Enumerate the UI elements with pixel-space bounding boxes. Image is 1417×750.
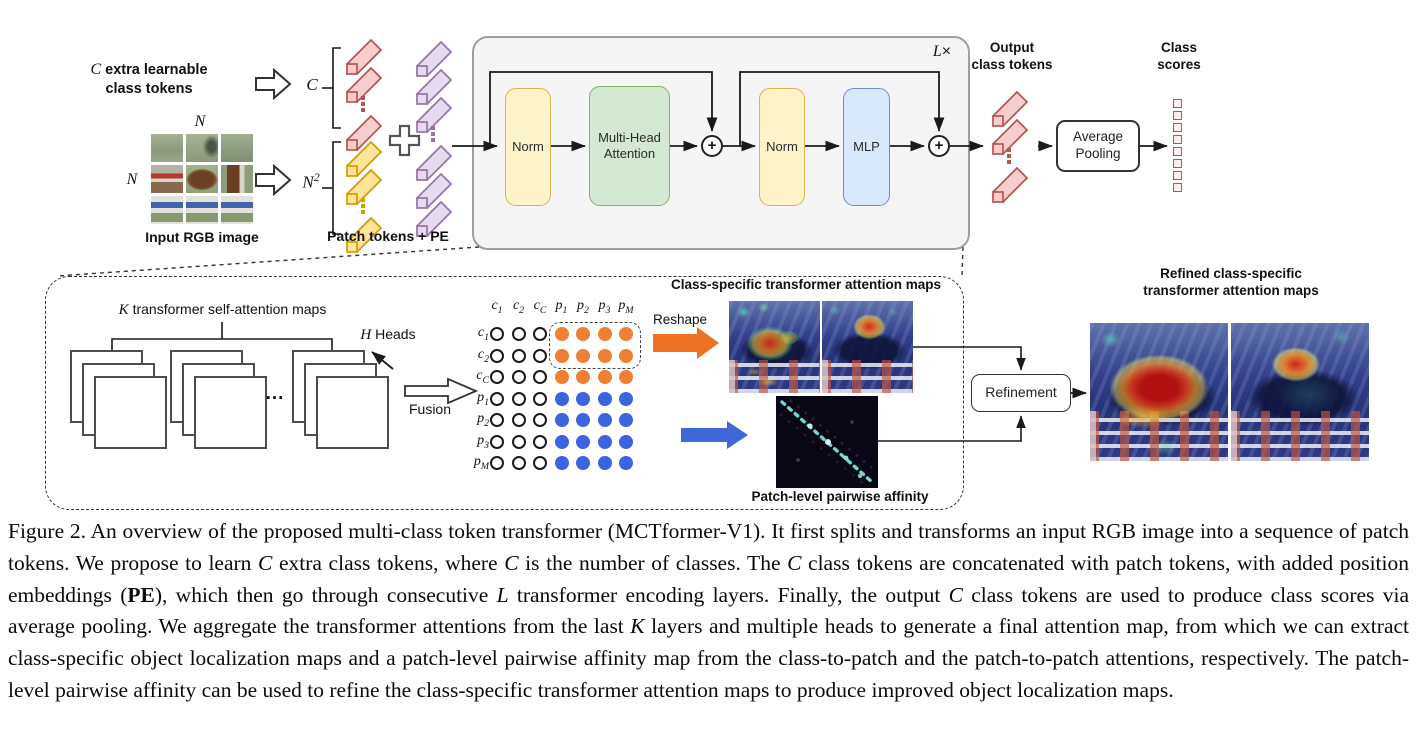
patch-to-patch-cell (576, 456, 590, 470)
attention-cell-hollow (512, 370, 526, 384)
matrix-label: $p_M$ (473, 454, 489, 472)
position-embedding-token-stack (414, 38, 458, 240)
patch-to-patch-cell (576, 435, 590, 449)
class-score-square (1173, 171, 1182, 180)
fusion-label: Fusion (408, 401, 452, 417)
class-score-square (1173, 135, 1182, 144)
norm-block-1: Norm (505, 88, 551, 206)
attention-cell-hollow (490, 392, 504, 406)
n-top-label: N (194, 113, 206, 130)
n-left-label: N (126, 171, 138, 188)
caption-math-segment: K (630, 614, 645, 639)
attention-cell-hollow (533, 392, 547, 406)
stacks-ellipsis: ... (265, 383, 285, 404)
patch-tokens-label: Patch tokens + PE (327, 228, 449, 244)
class-score-square (1173, 111, 1182, 120)
caption-text-segment: layers and multiple heads to generate a final attention map, from which we can extract class-specific object localization maps and a patch-level pairwise affinity map from the class-to-patch and the patch-to-patch attentions, respectively. The patch-level pairwise affinity can be used to refine the class-specific transformer attention maps to produce improved object localization maps. (8, 614, 1410, 702)
matrix-label: $c_C$ (476, 368, 489, 386)
caption-text-segment: ), which then go through consecutive (154, 582, 497, 607)
token-bar (344, 64, 386, 106)
caption-text-segment: is the number of classes. The (518, 550, 788, 575)
multi-head-attention-block: Multi-Head Attention (589, 86, 670, 206)
token-bar (990, 116, 1032, 158)
attention-cell-hollow (512, 456, 526, 470)
matrix-label: $c_2$ (477, 346, 489, 365)
class-to-patch-cell (576, 370, 590, 384)
caption-text-segment: extra class tokens, where (272, 550, 505, 575)
input-rgb-image (151, 134, 253, 224)
output-class-tokens-label: Output class tokens (971, 40, 1053, 72)
attention-cell-hollow (512, 349, 526, 363)
matrix-label: $c_1$ (477, 325, 489, 343)
attention-cell-hollow (490, 413, 504, 427)
refined-attention-map-1 (1090, 323, 1228, 461)
block-arrow-image (256, 166, 290, 194)
class-score-square (1173, 99, 1182, 108)
caption-text-segment: transformer encoding layers. Finally, the output (508, 582, 949, 607)
image-patch (221, 134, 253, 162)
class-scores-label: Class scores (1157, 40, 1201, 72)
patch-to-patch-cell (555, 413, 569, 427)
patch-to-patch-cell (576, 413, 590, 427)
residual-add-2: + (928, 135, 950, 157)
matrix-label: $p_2$ (577, 298, 589, 316)
attention-cell-hollow (533, 413, 547, 427)
attention-cell-hollow (490, 435, 504, 449)
patch-affinity-map (776, 396, 878, 488)
average-pooling-block: Average Pooling (1056, 120, 1140, 172)
patch-to-patch-cell (598, 435, 612, 449)
c-count-label: C (306, 75, 318, 94)
attention-map-sheet (194, 376, 267, 449)
h-heads-label: H Heads (360, 326, 416, 343)
attention-cell-hollow (533, 456, 547, 470)
class-to-patch-selection (549, 322, 641, 369)
matrix-label: $p_3$ (477, 432, 489, 451)
class-to-patch-cell (619, 370, 633, 384)
patch-to-patch-cell (555, 392, 569, 406)
image-patch (151, 165, 183, 193)
attention-cell-hollow (512, 413, 526, 427)
class-score-square (1173, 147, 1182, 156)
matrix-label: $p_3$ (598, 298, 611, 316)
matrix-label: $p_1$ (555, 298, 568, 316)
token-bar (344, 166, 386, 208)
class-to-patch-cell (555, 370, 569, 384)
caption-math-segment: L (496, 582, 509, 607)
class-to-patch-cell (598, 370, 612, 384)
n-squared-label: $N^2$ (302, 170, 320, 192)
caption-text-segment: Figure 2. An overview of the proposed multi-class token transformer (MCTformer-V1). It first splits and transforms an input RGB image into a sequence of patch tokens. We propose to learn (8, 519, 1409, 575)
k-attention-maps-label: K transformer self-attention maps (118, 301, 327, 318)
image-patch (186, 134, 218, 162)
affinity-label: Patch-level pairwise affinity (751, 489, 929, 504)
class-attention-map-1 (729, 301, 820, 393)
caption-math-segment: C (787, 550, 802, 575)
matrix-label: $c_2$ (512, 298, 525, 316)
affinity-arrow (681, 421, 748, 449)
image-patch (186, 196, 218, 224)
input-image-label: Input RGB image (145, 229, 259, 245)
image-patch (221, 165, 253, 193)
token-ellipsis-dots (431, 126, 435, 142)
output-class-token-stack (990, 88, 1034, 206)
layer-count-label: L× (932, 43, 952, 60)
patch-to-patch-cell (576, 392, 590, 406)
patch-to-patch-cell (598, 413, 612, 427)
patch-to-patch-cell (555, 456, 569, 470)
attention-map-sheet (316, 376, 389, 449)
attention-cell-hollow (533, 370, 547, 384)
token-ellipsis-dots (361, 198, 365, 214)
token-ellipsis-dots (361, 96, 365, 112)
attention-cell-hollow (533, 327, 547, 341)
refinement-block: Refinement (971, 374, 1071, 412)
norm-block-2: Norm (759, 88, 805, 206)
caption-b-segment: PE (127, 582, 155, 607)
block-arrow-class-tokens (256, 70, 290, 98)
caption-text-segment: class tokens are used to produce class scores via average pooling. We aggregate the transformer attentions from the last (8, 582, 1409, 639)
attention-cell-hollow (490, 456, 504, 470)
refined-maps-title: Refined class-specific transformer attention maps (1143, 266, 1319, 298)
image-patch (221, 196, 253, 224)
attention-cell-hollow (490, 327, 504, 341)
matrix-label: $p_1$ (477, 389, 489, 408)
class-score-squares (1173, 99, 1182, 192)
matrix-label: $c_1$ (491, 298, 503, 316)
mlp-block: MLP (843, 88, 890, 206)
class-attention-map-2 (822, 301, 913, 393)
reshape-label: Reshape (652, 312, 708, 327)
class-score-square (1173, 159, 1182, 168)
attention-cell-hollow (490, 349, 504, 363)
class-tokens-annotation: C extra learnable class tokens (90, 61, 208, 97)
patch-to-patch-cell (598, 392, 612, 406)
matrix-label: $p_M$ (618, 298, 634, 316)
token-bar (414, 94, 456, 136)
matrix-label: $c_C$ (533, 298, 547, 316)
caption-text-segment: class tokens are concatenated with patch tokens, with added position embeddings ( (8, 550, 1410, 607)
attention-cell-hollow (512, 327, 526, 341)
reshape-arrow (653, 327, 719, 359)
caption-math-segment: C (504, 550, 519, 575)
patch-to-patch-cell (619, 456, 633, 470)
attention-cell-hollow (533, 435, 547, 449)
patch-to-patch-cell (598, 456, 612, 470)
image-patch (151, 134, 183, 162)
image-patch (151, 196, 183, 224)
attention-cell-hollow (533, 349, 547, 363)
caption-math-segment: C (948, 582, 963, 607)
patch-token-bracket (333, 142, 341, 234)
attention-map-sheet (94, 376, 167, 449)
attention-matrix (457, 296, 652, 486)
attention-cell-hollow (512, 392, 526, 406)
caption-math-segment: C (258, 550, 273, 575)
class-score-square (1173, 183, 1182, 192)
image-patch (186, 165, 218, 193)
patch-to-patch-cell (619, 435, 633, 449)
class-token-bracket (333, 48, 341, 128)
figure-caption (8, 516, 1409, 707)
patch-to-patch-cell (555, 435, 569, 449)
residual-add-1: + (701, 135, 723, 157)
token-bar (990, 164, 1032, 206)
refined-attention-map-2 (1231, 323, 1369, 461)
attention-cell-hollow (490, 370, 504, 384)
patch-to-patch-cell (619, 392, 633, 406)
attention-cell-hollow (512, 435, 526, 449)
class-token-stack (344, 36, 388, 154)
token-ellipsis-dots (1007, 148, 1011, 164)
class-score-square (1173, 123, 1182, 132)
matrix-label: $p_2$ (477, 411, 489, 429)
class-attention-maps-title: Class-specific transformer attention maps (670, 277, 942, 292)
patch-to-patch-cell (619, 413, 633, 427)
